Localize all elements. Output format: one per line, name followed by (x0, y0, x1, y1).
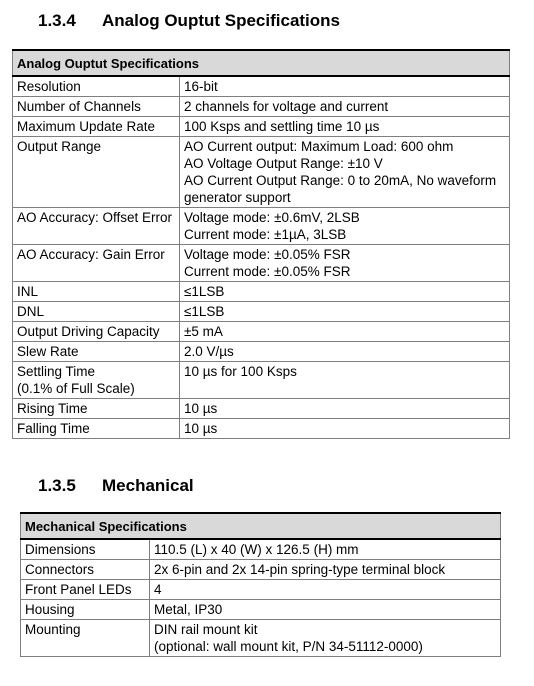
table-row (13, 76, 510, 97)
spec-value-cell (150, 560, 501, 580)
spec-label: Front Panel LEDs (25, 582, 132, 597)
spec-label: Housing (25, 602, 75, 617)
spec-label: Settling Time (17, 364, 96, 379)
spec-value: ±5 mA (184, 324, 223, 339)
spec-value: 2x 6-pin and 2x 14-pin spring-type terminal block (154, 562, 446, 577)
table-row (13, 117, 510, 137)
spec-label-cell (13, 322, 180, 342)
spec-label: Resolution (17, 79, 81, 94)
spec-value-cell (180, 117, 510, 137)
spec-value-cell (180, 282, 510, 302)
spec-label: Maximum Update Rate (17, 119, 156, 134)
spec-value: ≤1LSB (184, 284, 225, 299)
table-row (21, 600, 501, 620)
spec-label: Output Range (17, 139, 102, 154)
spec-value: (optional: wall mount kit, P/N 34-51112-0000) (154, 639, 423, 654)
spec-label-cell (13, 399, 180, 419)
spec-value-cell (180, 342, 510, 362)
spec-value: Voltage mode: ±0.6mV, 2LSB (184, 210, 360, 225)
section-title: Mechanical (102, 476, 194, 495)
spec-label: DNL (17, 304, 45, 319)
spec-value-cell (150, 539, 501, 560)
spec-value: Voltage mode: ±0.05% FSR (184, 247, 351, 262)
spec-label-cell (13, 245, 180, 282)
table-row (13, 399, 510, 419)
spec-label: AO Accuracy: Gain Error (17, 247, 165, 262)
spec-label-cell (21, 560, 150, 580)
spec-value: ≤1LSB (184, 304, 225, 319)
spec-value-cell (150, 600, 501, 620)
spec-value-cell (180, 245, 510, 282)
spec-value: 110.5 (L) x 40 (W) x 126.5 (H) mm (154, 542, 359, 557)
section-number: 1.3.4 (38, 11, 76, 30)
spec-label-cell (13, 362, 180, 399)
table-row (21, 560, 501, 580)
table-row (13, 322, 510, 342)
table-row (13, 419, 510, 439)
spec-value-cell (180, 208, 510, 245)
spec-label-cell (13, 302, 180, 322)
spec-value: 10 µs (184, 401, 218, 416)
spec-value: Current mode: ±1µA, 3LSB (184, 227, 347, 242)
spec-value: AO Current output: Maximum Load: 600 ohm (184, 139, 454, 154)
spec-label: Mounting (25, 622, 81, 637)
spec-value: Metal, IP30 (154, 602, 223, 617)
spec-label: INL (17, 284, 39, 299)
spec-value: AO Voltage Output Range: ±10 V (184, 156, 383, 171)
spec-label-cell (13, 137, 180, 208)
spec-value: generator support (184, 190, 291, 205)
spec-label: Output Driving Capacity (17, 324, 160, 339)
spec-label: Rising Time (17, 401, 88, 416)
table-header: Mechanical Specifications (21, 513, 501, 539)
spec-value-cell (150, 620, 501, 657)
spec-label-cell (21, 620, 150, 657)
table-header: Analog Ouptut Specifications (13, 50, 510, 76)
spec-value: 2 channels for voltage and current (184, 99, 389, 114)
section-number: 1.3.5 (38, 476, 76, 495)
spec-label-cell (13, 282, 180, 302)
spec-value: 10 µs for 100 Ksps (184, 364, 297, 379)
spec-value-cell (180, 302, 510, 322)
section-title: Analog Ouptut Specifications (102, 11, 341, 30)
table-row (13, 282, 510, 302)
spec-value: 4 (154, 582, 162, 597)
spec-value-cell (180, 362, 510, 399)
spec-value: 10 µs (184, 421, 218, 436)
spec-label: Dimensions (25, 542, 96, 557)
table-row (13, 302, 510, 322)
spec-label: Slew Rate (17, 344, 79, 359)
spec-value-cell (180, 137, 510, 208)
spec-value: Current mode: ±0.05% FSR (184, 264, 351, 279)
table-row (13, 342, 510, 362)
table-row (13, 208, 510, 245)
spec-label-cell (13, 342, 180, 362)
spec-value-cell (180, 97, 510, 117)
table-row (21, 539, 501, 560)
spec-label-cell (13, 208, 180, 245)
spec-label: Number of Channels (17, 99, 141, 114)
spec-value: AO Current Output Range: 0 to 20mA, No waveform (184, 173, 497, 188)
table-row (13, 97, 510, 117)
table-row (13, 137, 510, 208)
spec-label-cell (13, 117, 180, 137)
spec-value-cell (180, 419, 510, 439)
spec-label-cell (21, 600, 150, 620)
spec-value: 2.0 V/µs (184, 344, 234, 359)
analog-output-spec-table (12, 49, 510, 439)
spec-value: DIN rail mount kit (154, 622, 258, 637)
mechanical-spec-table (20, 512, 501, 657)
table-row (13, 245, 510, 282)
spec-label: AO Accuracy: Offset Error (17, 210, 173, 225)
spec-label: Falling Time (17, 421, 90, 436)
spec-label-cell (13, 76, 180, 97)
spec-value-cell (150, 580, 501, 600)
table-row (21, 580, 501, 600)
spec-label: (0.1% of Full Scale) (17, 381, 135, 396)
spec-label: Connectors (25, 562, 95, 577)
spec-label-cell (21, 539, 150, 560)
spec-label-cell (13, 97, 180, 117)
spec-label-cell (21, 580, 150, 600)
spec-label-cell (13, 419, 180, 439)
spec-value: 16-bit (184, 79, 218, 94)
spec-value-cell (180, 399, 510, 419)
table-row (13, 362, 510, 399)
spec-value: 100 Ksps and settling time 10 µs (184, 119, 380, 134)
spec-value-cell (180, 322, 510, 342)
spec-value-cell (180, 76, 510, 97)
table-row (21, 620, 501, 657)
